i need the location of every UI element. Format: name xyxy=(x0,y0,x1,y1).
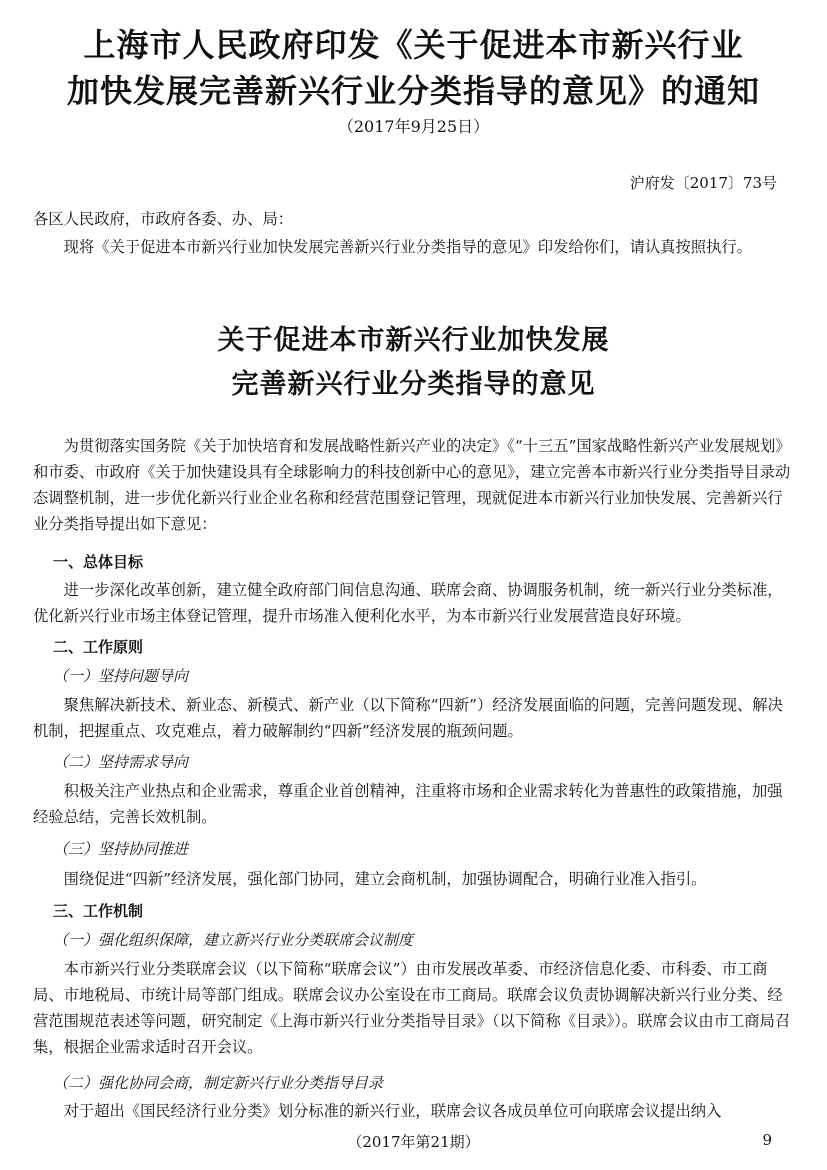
page-number: 9 xyxy=(762,1131,772,1149)
section-3-item-1-body: 本市新兴行业分类联席会议（以下简称“联席会议”）由市发展改革委、市经济信息化委、市科委、市工商局、市地税局、市统计局等部门组成。联席会议办公室设在市工商局。联席会议负责协调解决新兴行业分类、经营范围规范表述等问题，研究制定《上海市新兴行业分类指导目录》（以下简称《目录》）。联席会议由市工商局召集，根据企业需求适时召开会议。 xyxy=(33,960,791,1056)
opinion-title-line-2: 完善新兴行业分类指导的意见 xyxy=(231,369,596,400)
section-2-item-2-body: 积极关注产业热点和企业需求，尊重企业首创精神，注重将市场和企业需求转化为普惠性的政策措施，加强经验总结，完善长效机制。 xyxy=(33,782,783,826)
section-3-item-1-heading: （一）强化组织保障，建立新兴行业分类联席会议制度 xyxy=(53,931,414,949)
section-3-heading: 三、工作机制 xyxy=(53,902,144,920)
section-2-item-3-heading: （三）坚持协同推进 xyxy=(53,840,189,858)
notice-date: （2017年9月25日） xyxy=(337,117,490,136)
section-2-item-1-body: 聚焦解决新技术、新业态、新模式、新产业（以下简称“四新”）经济发展面临的问题，完善问题发现、解决机制，把握重点、攻克难点，着力破解制约“四新”经济发展的瓶颈问题。 xyxy=(33,696,783,740)
section-3-item-2-body: 对于超出《国民经济行业分类》划分标准的新兴行业，联席会议各成员单位可向联席会议提出纳入 xyxy=(63,1102,722,1120)
section-2-item-3-body: 围绕促进“四新”经济发展，强化部门协同，建立会商机制，加强协调配合，明确行业准入指引。 xyxy=(63,870,707,888)
opinion-title-line-1: 关于促进本市新兴行业加快发展 xyxy=(217,325,610,356)
notice-recipients: 各区人民政府，市政府各委、办、局： xyxy=(33,210,294,228)
opinion-intro: 为贯彻落实国务院《关于加快培育和发展战略性新兴产业的决定》《“十三五”国家战略性新兴产业发展规划》和市委、市政府《关于加快建设具有全球影响力的科技创新中心的意见》，建立完善本市新兴行业分类指导目录动态调整机制，进一步优化新兴行业企业名称和经营范围登记管理，现就促进本市新兴行业加快发展、完善新兴行业分类指导提出如下意见： xyxy=(33,437,791,533)
issue-footer: （2017年第21期） xyxy=(347,1133,480,1151)
section-3-item-2-heading: （二）强化协同会商，制定新兴行业分类指导目录 xyxy=(53,1074,384,1092)
section-2-item-2-heading: （二）坚持需求导向 xyxy=(53,753,189,771)
document-number: 沪府发〔2017〕73号 xyxy=(629,174,777,192)
section-1-heading: 一、总体目标 xyxy=(53,553,144,571)
section-2-item-1-heading: （一）坚持问题导向 xyxy=(53,667,189,685)
notice-title-line-1: 上海市人民政府印发《关于促进本市新兴行业 xyxy=(83,26,744,64)
section-2-heading: 二、工作原则 xyxy=(53,638,144,656)
section-1-body: 进一步深化改革创新，建立健全政府部门间信息沟通、联席会商、协调服务机制，统一新兴行业分类标准，优化新兴行业市场主体登记管理，提升市场准入便利化水平，为本市新兴行业发展营造良好环境。 xyxy=(33,581,783,625)
notice-title-line-2: 加快发展完善新兴行业分类指导的意见》的通知 xyxy=(66,72,760,110)
notice-body: 现将《关于促进本市新兴行业加快发展完善新兴行业分类指导的意见》印发给你们，请认真按照执行。 xyxy=(63,238,752,256)
